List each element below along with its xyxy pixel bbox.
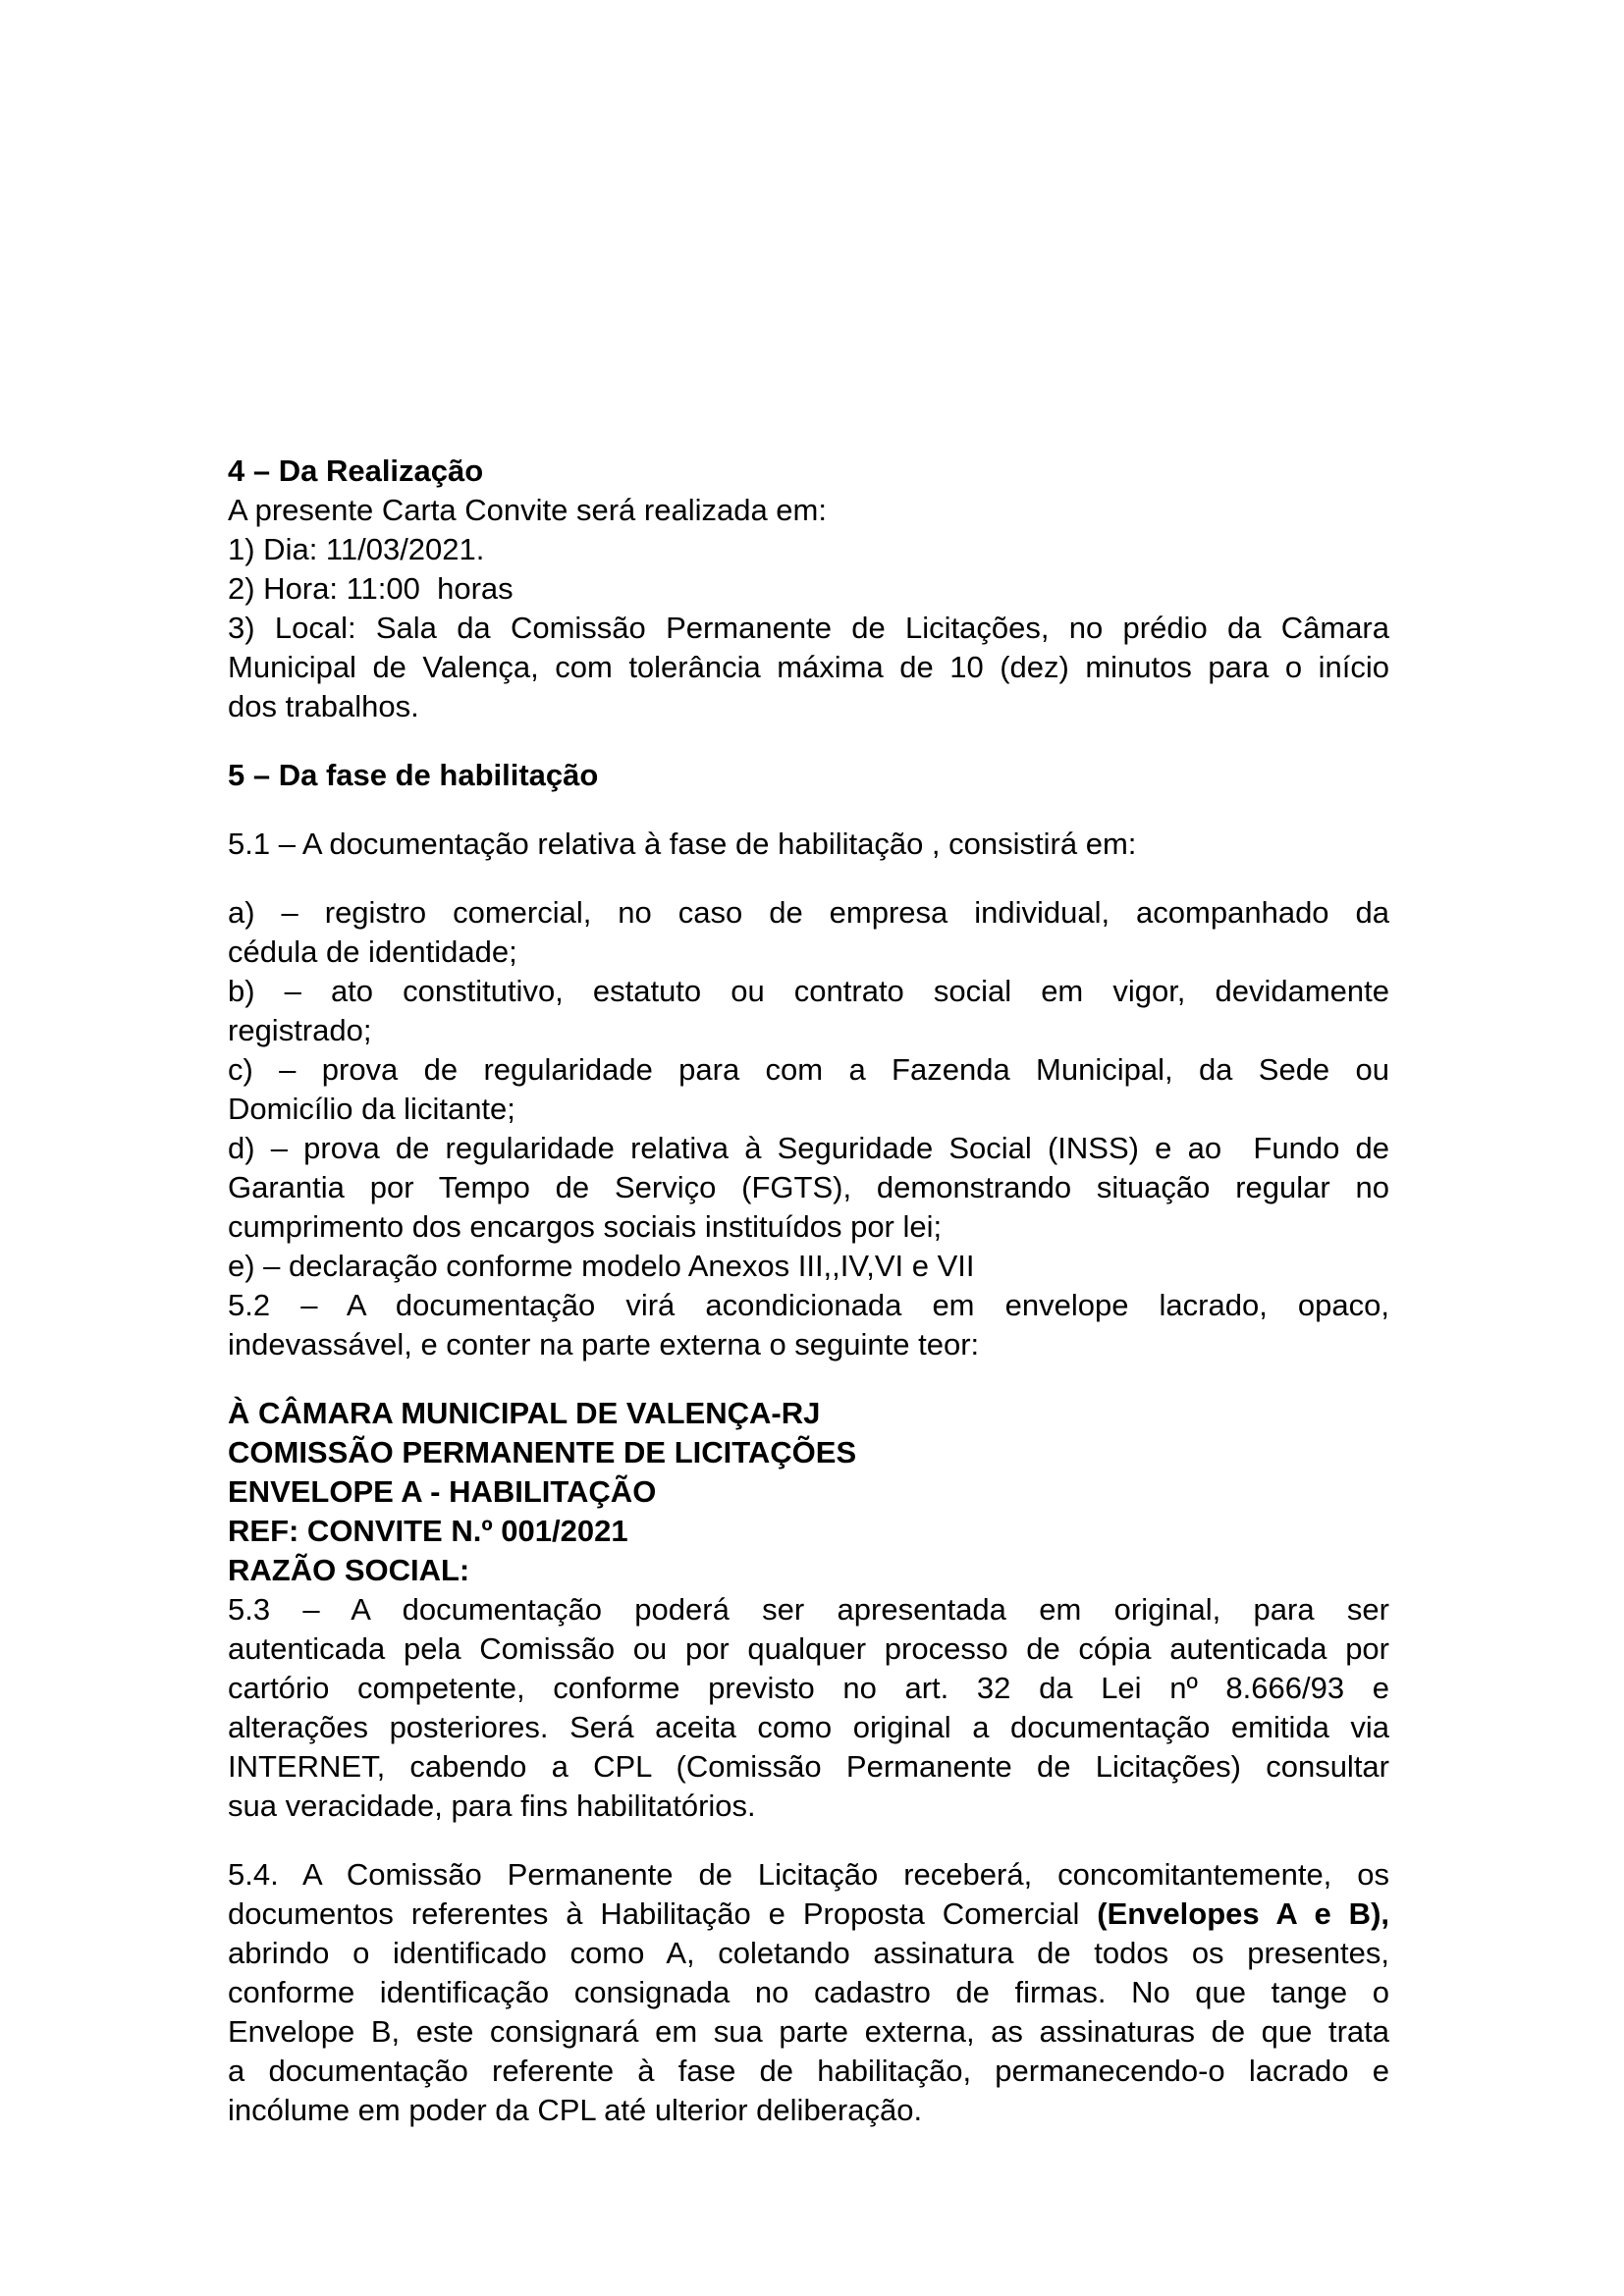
text-segment: incólume em poder da CPL até ulterior deliberação. [228, 2093, 923, 2127]
bold-text-segment: ENVELOPE A - HABILITAÇÃO [228, 1474, 657, 1509]
item-5-4-line [228, 2052, 1389, 2091]
paragraph-spacer [228, 864, 1389, 893]
text-segment: cumprimento dos encargos sociais instituídos por lei; [228, 1209, 943, 1244]
text-segment: 5.2 – A documentação virá acondicionada em envelope lacrado, opaco, [228, 1288, 1389, 1322]
section-5-heading-line [228, 756, 1389, 795]
item-5-3-line [228, 1590, 1389, 1629]
text-segment: 5.3 – A documentação poderá ser apresentada em original, para ser [228, 1592, 1389, 1627]
paragraph-spacer [228, 1826, 1389, 1855]
item-d-line [228, 1207, 1389, 1247]
text-segment: cédula de identidade; [228, 934, 517, 969]
item-5-3-line [228, 1747, 1389, 1787]
item-a-line [228, 933, 1389, 972]
envelope-label-line [228, 1551, 1389, 1590]
section-4-heading-line [228, 452, 1389, 491]
item-5-4-line [228, 1855, 1389, 1895]
text-segment: c) – prova de regularidade para com a Fazenda Municipal, da Sede ou [228, 1052, 1389, 1087]
bold-text-segment: COMISSÃO PERMANENTE DE LICITAÇÕES [228, 1435, 857, 1469]
text-segment: a documentação referente à fase de habilitação, permanecendo-o lacrado e [228, 2054, 1389, 2088]
section-4-body-line [228, 609, 1389, 648]
section-4-body-line [228, 491, 1389, 530]
bold-text-segment: 5 – Da fase de habilitação [228, 758, 599, 792]
text-segment: sua veracidade, para fins habilitatórios. [228, 1789, 756, 1823]
item-e-line [228, 1247, 1389, 1286]
section-4-body-line [228, 687, 1389, 726]
item-5-3-line [228, 1787, 1389, 1826]
item-5-1-line [228, 825, 1389, 864]
text-segment: cartório competente, conforme previsto no art. 32 da Lei nº 8.666/93 e [228, 1671, 1389, 1705]
text-segment: abrindo o identificado como A, coletando assinatura de todos os presentes, [228, 1936, 1389, 1970]
section-4-body-line [228, 648, 1389, 687]
paragraph-spacer [228, 795, 1389, 825]
bold-text-segment: À CÂMARA MUNICIPAL DE VALENÇA-RJ [228, 1396, 821, 1430]
text-segment: documentos referentes à Habilitação e Proposta Comercial [228, 1896, 1098, 1931]
item-5-2-line [228, 1325, 1389, 1364]
text-segment: Garantia por Tempo de Serviço (FGTS), demonstrando situação regular no [228, 1170, 1389, 1204]
bold-text-segment: 4 – Da Realização [228, 454, 484, 488]
item-d-line [228, 1168, 1389, 1207]
text-segment: alterações posteriores. Será aceita como original a documentação emitida via [228, 1710, 1389, 1744]
section-4-body-line [228, 569, 1389, 609]
item-5-4-line [228, 2012, 1389, 2052]
text-segment: dos trabalhos. [228, 689, 419, 723]
item-5-4-line [228, 1934, 1389, 1973]
paragraph-spacer [228, 1364, 1389, 1394]
text-segment: A presente Carta Convite será realizada em: [228, 493, 827, 527]
text-segment: b) – ato constitutivo, estatuto ou contrato social em vigor, devidamente [228, 974, 1389, 1008]
text-segment: registrado; [228, 1013, 372, 1047]
item-5-4-line [228, 2091, 1389, 2130]
item-d-line [228, 1129, 1389, 1168]
envelope-label-line [228, 1433, 1389, 1472]
document-body [228, 452, 1389, 2130]
item-5-3-line [228, 1708, 1389, 1747]
item-b-line [228, 1011, 1389, 1050]
item-5-3-line [228, 1629, 1389, 1669]
bold-text-segment: (Envelopes A e B), [1097, 1896, 1389, 1931]
text-segment: 2) Hora: 11:00 horas [228, 571, 514, 606]
envelope-label-line [228, 1512, 1389, 1551]
envelope-label-line [228, 1472, 1389, 1512]
text-segment: 5.1 – A documentação relativa à fase de habilitação , consistirá em: [228, 827, 1137, 861]
paragraph-spacer [228, 726, 1389, 756]
section-4-body-line [228, 530, 1389, 569]
text-segment: Envelope B, este consignará em sua parte externa, as assinaturas de que trata [228, 2014, 1389, 2049]
bold-text-segment: RAZÃO SOCIAL: [228, 1553, 470, 1587]
text-segment: a) – registro comercial, no caso de empresa individual, acompanhado da [228, 895, 1389, 930]
item-c-line [228, 1090, 1389, 1129]
text-segment: autenticada pela Comissão ou por qualquer processo de cópia autenticada por [228, 1631, 1389, 1666]
item-5-4-line [228, 1973, 1389, 2012]
text-segment: INTERNET, cabendo a CPL (Comissão Permanente de Licitações) consultar [228, 1749, 1389, 1784]
bold-text-segment: REF: CONVITE N.º 001/2021 [228, 1514, 628, 1548]
item-b-line [228, 972, 1389, 1011]
text-segment: indevassável, e conter na parte externa o seguinte teor: [228, 1327, 980, 1362]
text-segment: Municipal de Valença, com tolerância máxima de 10 (dez) minutos para o início [228, 650, 1389, 684]
text-segment: d) – prova de regularidade relativa à Seguridade Social (INSS) e ao Fundo de [228, 1131, 1389, 1165]
text-segment: Domicílio da licitante; [228, 1092, 515, 1126]
item-a-line [228, 893, 1389, 933]
item-5-4-line [228, 1895, 1389, 1934]
item-c-line [228, 1050, 1389, 1090]
item-5-3-line [228, 1669, 1389, 1708]
text-segment: 3) Local: Sala da Comissão Permanente de Licitações, no prédio da Câmara [228, 611, 1389, 645]
text-segment: e) – declaração conforme modelo Anexos III,,IV,VI e VII [228, 1249, 975, 1283]
text-segment: 1) Dia: 11/03/2021. [228, 532, 485, 566]
text-segment: conforme identificação consignada no cadastro de firmas. No que tange o [228, 1975, 1389, 2009]
text-segment: 5.4. A Comissão Permanente de Licitação receberá, concomitantemente, os [228, 1857, 1389, 1892]
envelope-label-line [228, 1394, 1389, 1433]
item-5-2-line [228, 1286, 1389, 1325]
